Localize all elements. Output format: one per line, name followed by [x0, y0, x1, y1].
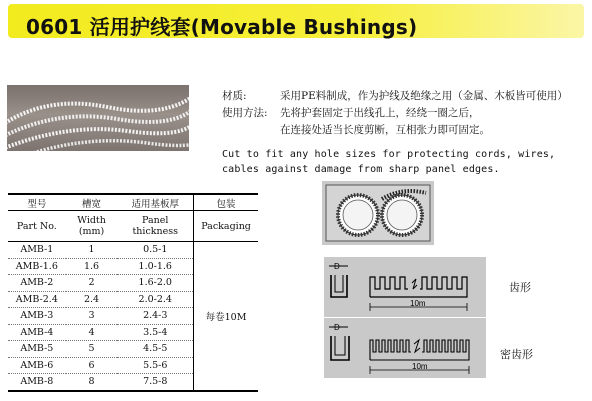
- cell-part: AMB-1: [8, 242, 66, 259]
- cell-width: 6: [66, 357, 118, 374]
- cell-panel: 1.0-1.6: [117, 258, 193, 275]
- cell-part: AMB-3: [8, 308, 66, 325]
- cell-part: AMB-4: [8, 324, 66, 341]
- length-label-dense: 10m: [412, 362, 428, 371]
- header-panel-en: [117, 211, 193, 242]
- cell-width: 5: [66, 341, 118, 358]
- header-part-no: Part No.: [8, 211, 66, 242]
- material-value: 采用PE料制成，作为护线及绝缘之用（金属、木板皆可使用）: [280, 90, 568, 102]
- cell-width: 3: [66, 308, 118, 325]
- spec-table: [8, 193, 258, 392]
- table-header-en: [8, 211, 258, 242]
- cell-width: 1.6: [66, 258, 118, 275]
- cell-width: 2: [66, 275, 118, 292]
- cell-width: 4: [66, 324, 118, 341]
- english-line-1: Cut to fit any hole sizes for protecting cords, wires,: [222, 149, 556, 160]
- header-panel-line2: thickness: [132, 226, 179, 237]
- dense-tooth-shape-label: 密齿形: [500, 348, 533, 361]
- usage-line-1: 先将护套固定于出线孔上，经绕一圈之后，: [280, 107, 480, 119]
- cell-panel: 7.5-8: [117, 374, 193, 391]
- cell-part: AMB-2: [8, 275, 66, 292]
- cell-panel: 1.6-2.0: [117, 275, 193, 292]
- cell-packaging: 每卷10M: [194, 242, 258, 391]
- cell-panel: 5.5-6: [117, 357, 193, 374]
- material-label: 材质:: [222, 90, 247, 102]
- table-header-cn: [8, 194, 258, 211]
- header-model: 型号: [8, 194, 66, 211]
- tooth-shape-label: 齿形: [509, 281, 531, 294]
- cell-panel: 0.5-1: [117, 242, 193, 259]
- header-packaging-en: Packaging: [194, 211, 258, 242]
- cell-part: AMB-2.4: [8, 291, 66, 308]
- header-panel-line1: Panel: [142, 215, 169, 226]
- table-row: [8, 242, 258, 259]
- usage-label: 使用方法:: [222, 107, 268, 119]
- cell-panel: 3.5-4: [117, 324, 193, 341]
- usage-line-2: 在连接处适当长度剪断，互相张力即可固定。: [280, 124, 490, 136]
- cell-width: 1: [66, 242, 118, 259]
- bushing-coils-image: [7, 85, 189, 151]
- cell-part: AMB-5: [8, 341, 66, 358]
- header-packaging: 包装: [194, 194, 258, 211]
- dense-tooth-profile-illustration: [324, 318, 486, 378]
- cell-panel: 2.4-3: [117, 308, 193, 325]
- tooth-profile-illustration: [324, 257, 486, 317]
- cell-part: AMB-6: [8, 357, 66, 374]
- cell-part: AMB-1.6: [8, 258, 66, 275]
- d-label-tooth: D: [334, 262, 340, 271]
- header-width-en: [66, 211, 118, 242]
- description-block: [222, 88, 568, 139]
- page-title: 0601 活用护线套(Movable Bushings): [26, 15, 418, 39]
- english-line-2: cables against damage from sharp panel edges.: [222, 164, 500, 175]
- header-panel: 适用基板厚: [117, 194, 193, 211]
- english-description: [222, 147, 555, 177]
- title-bar: [8, 4, 584, 38]
- product-photo: [7, 85, 189, 151]
- installation-diagram: [322, 181, 434, 245]
- header-width-line2: (mm): [78, 226, 105, 237]
- header-width-line1: Width: [77, 215, 106, 226]
- d-label-dense: D: [334, 323, 340, 332]
- dense-tooth-profile-diagram: [324, 318, 486, 378]
- cell-width: 2.4: [66, 291, 118, 308]
- installation-illustration: [322, 181, 434, 245]
- length-label-tooth: 10m: [410, 299, 426, 308]
- tooth-profile-diagram: [324, 257, 486, 317]
- cell-part: AMB-8: [8, 374, 66, 391]
- cell-panel: 2.0-2.4: [117, 291, 193, 308]
- header-width: 槽宽: [66, 194, 118, 211]
- cell-width: 8: [66, 374, 118, 391]
- cell-panel: 4.5-5: [117, 341, 193, 358]
